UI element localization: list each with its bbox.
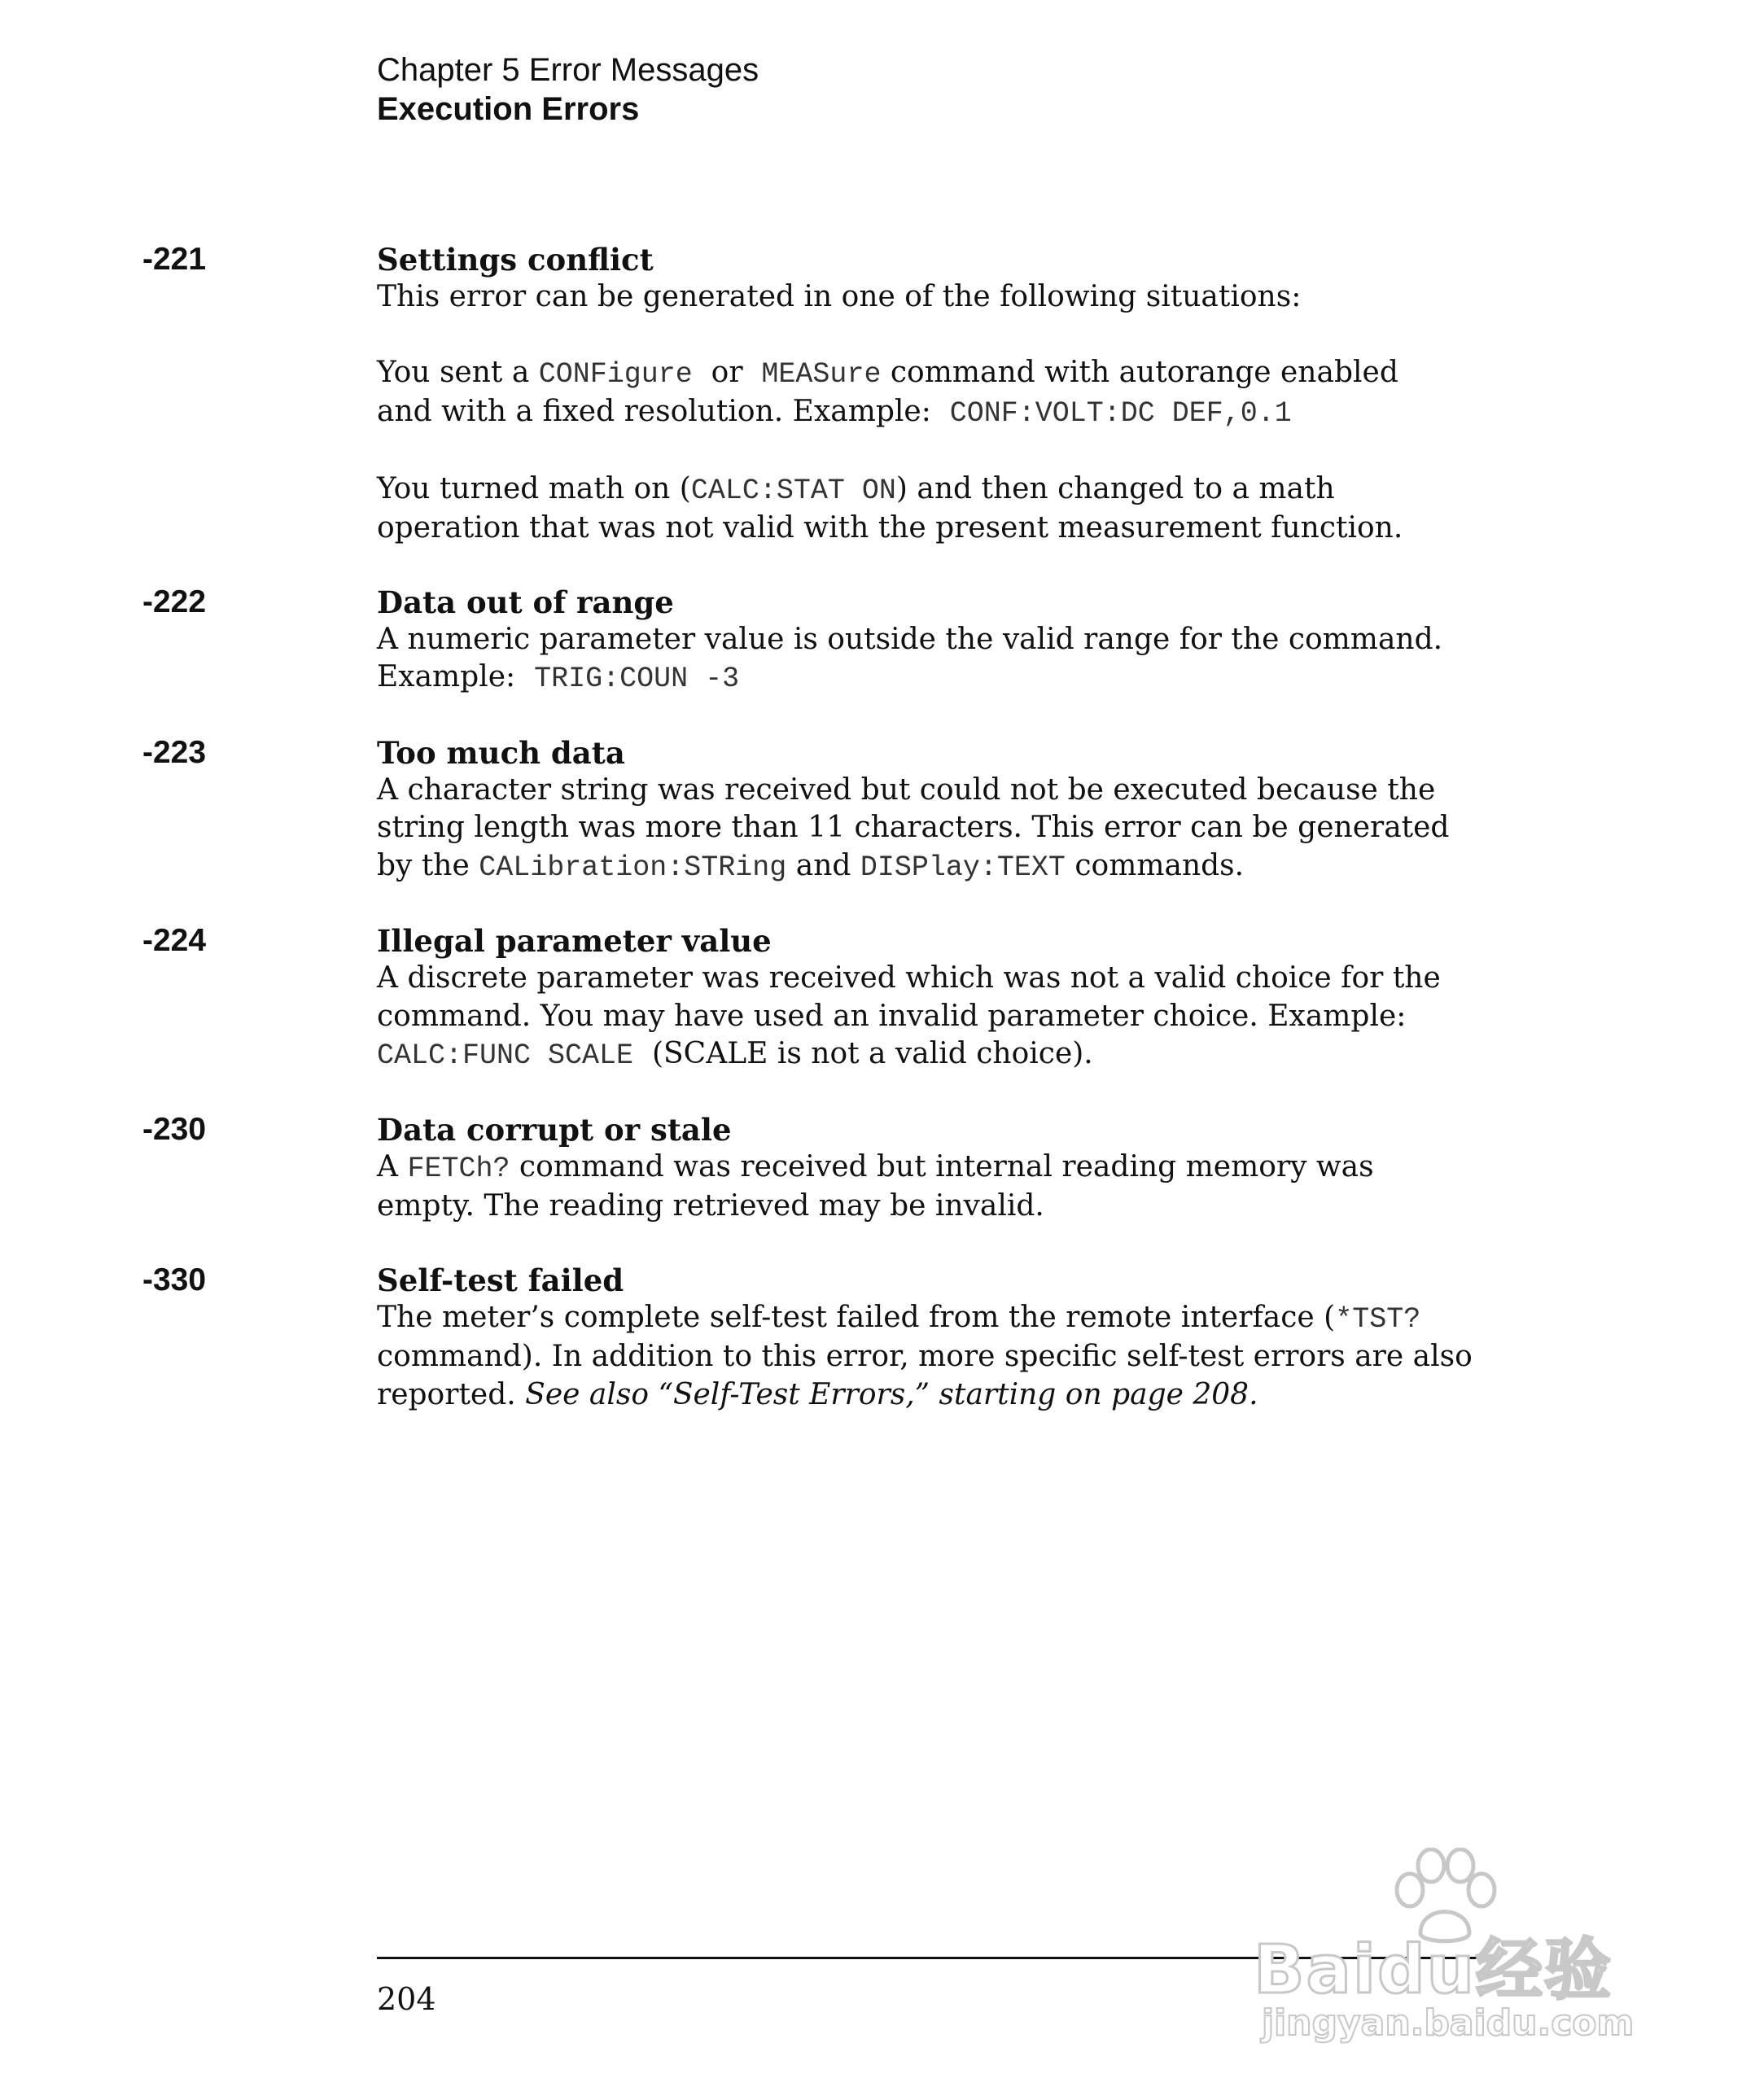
watermark-brand: Baidu经验 — [1254, 1932, 1613, 2009]
text: reported. — [377, 1377, 526, 1411]
command-code: *TST? — [1335, 1302, 1421, 1336]
error-description — [377, 734, 1533, 887]
error-title: Data corrupt or stale — [377, 1111, 732, 1148]
cross-reference: See also “Self-Test Errors,” starting on page 208. — [525, 1377, 1258, 1411]
text: and with a fixed resolution. Example: — [377, 395, 950, 428]
paragraph — [377, 772, 1533, 887]
text: empty. The reading retrieved may be invalid. — [377, 1189, 1044, 1223]
text: commands. — [1065, 848, 1245, 882]
error-entry-221 — [0, 241, 1755, 548]
error-description — [377, 1262, 1533, 1415]
paragraph — [377, 621, 1533, 698]
text: or — [692, 355, 762, 389]
error-title: Settings conflict — [377, 242, 654, 278]
text: command was received but internal reading memory was — [510, 1149, 1374, 1183]
text: string length was more than 11 characters. This error can be generated — [377, 811, 1450, 844]
command-code: TRIG:COUN -3 — [534, 663, 740, 695]
error-description — [377, 1111, 1533, 1226]
page-number: 204 — [377, 1981, 436, 2017]
text: command). In addition to this error, more specific self-test errors are also — [377, 1340, 1473, 1373]
text: You sent a — [377, 355, 539, 389]
command-code: CONFigure — [538, 357, 693, 391]
paragraph — [377, 1299, 1533, 1415]
error-description — [377, 922, 1533, 1075]
text: and — [786, 848, 860, 882]
command-code: CALC:FUNC SCALE — [377, 1039, 634, 1072]
section-title: Execution Errors — [377, 91, 640, 127]
command-code: DISPlay:TEXT — [860, 851, 1066, 884]
error-entry-223 — [0, 734, 1755, 887]
error-title: Illegal parameter value — [377, 923, 772, 959]
error-code: -221 — [142, 242, 207, 277]
watermark-url: jingyan.baidu.com — [1262, 2002, 1635, 2044]
command-code: CONF:VOLT:DC DEF,0.1 — [949, 397, 1292, 430]
error-entry-224 — [0, 922, 1755, 1075]
error-title: Self-test failed — [377, 1262, 624, 1298]
error-description — [377, 584, 1533, 698]
command-code: CALibration:STRing — [479, 851, 787, 884]
text: (SCALE is not a valid choice). — [633, 1037, 1093, 1070]
text: operation that was not valid with the present measurement function. — [377, 511, 1403, 545]
command-code: FETCh? — [407, 1152, 510, 1185]
error-code: -330 — [142, 1262, 207, 1297]
text: by the — [377, 848, 479, 882]
command-code: MEASure — [761, 357, 882, 391]
error-code: -222 — [142, 584, 207, 619]
text: This error can be generated in one of the following situations: — [377, 280, 1302, 313]
text: A numeric parameter value is outside the valid range for the command. — [377, 622, 1443, 656]
error-list — [0, 241, 1755, 1450]
error-entry-330 — [0, 1262, 1755, 1415]
text: A character string was received but could not be executed because the — [377, 772, 1436, 807]
text: You turned math on ( — [377, 471, 691, 505]
watermark — [1254, 1848, 1677, 2043]
text: ) and then changed to a math — [895, 471, 1335, 505]
paragraph — [377, 1148, 1533, 1226]
paragraph — [377, 470, 1533, 548]
paragraph — [377, 278, 1533, 317]
text: A discrete parameter was received which was not a valid choice for the — [377, 961, 1441, 995]
text: command with autorange enabled — [881, 355, 1398, 389]
text: command. You may have used an invalid parameter choice. Example: — [377, 999, 1407, 1033]
error-code: -223 — [142, 734, 207, 770]
error-entry-230 — [0, 1111, 1755, 1226]
error-description — [377, 241, 1533, 548]
error-title: Data out of range — [377, 584, 674, 620]
paragraph — [377, 354, 1533, 433]
text: Example: — [377, 660, 535, 693]
text: The meter’s complete self-test failed from the remote interface ( — [377, 1300, 1336, 1334]
error-title: Too much data — [377, 734, 625, 771]
chapter-title: Chapter 5 Error Messages — [377, 52, 759, 88]
command-code: CALC:STAT ON — [690, 474, 896, 507]
error-entry-222 — [0, 584, 1755, 698]
error-code: -230 — [142, 1111, 207, 1147]
error-code: -224 — [142, 923, 207, 958]
page-header — [377, 50, 759, 129]
text: A — [377, 1149, 408, 1183]
paragraph — [377, 960, 1533, 1075]
